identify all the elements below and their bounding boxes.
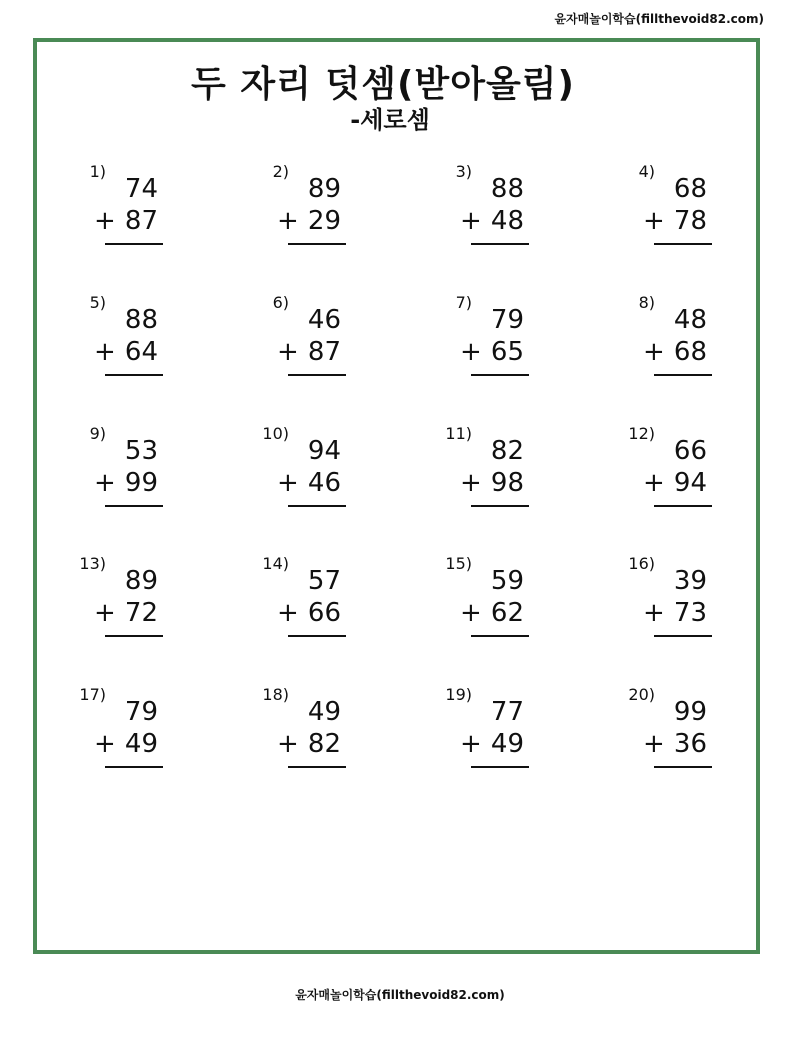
bottom-addend: 82 [307, 729, 341, 759]
bottom-addend: 94 [673, 468, 707, 498]
problem-15 [416, 554, 566, 674]
problem-number: 13) [79, 554, 106, 573]
problem-4 [599, 162, 749, 282]
problem-number: 14) [262, 554, 289, 573]
top-addend: 89 [124, 566, 158, 596]
problem-18 [233, 685, 383, 805]
bottom-addend: 29 [307, 206, 341, 236]
bottom-addend: 64 [124, 337, 158, 367]
top-addend: 48 [673, 305, 707, 335]
answer-line [471, 505, 529, 507]
plus-sign: + [94, 468, 116, 498]
answer-line [654, 374, 712, 376]
plus-sign: + [460, 729, 482, 759]
problem-6 [233, 293, 383, 413]
problem-10 [233, 424, 383, 544]
answer-line [288, 635, 346, 637]
top-addend: 79 [124, 697, 158, 727]
answer-line [654, 243, 712, 245]
top-addend: 77 [490, 697, 524, 727]
plus-sign: + [94, 598, 116, 628]
top-addend: 82 [490, 436, 524, 466]
problem-number: 17) [79, 685, 106, 704]
plus-sign: + [94, 206, 116, 236]
plus-sign: + [94, 337, 116, 367]
top-addend: 46 [307, 305, 341, 335]
plus-sign: + [277, 598, 299, 628]
plus-sign: + [277, 729, 299, 759]
problem-17 [50, 685, 200, 805]
answer-line [654, 766, 712, 768]
plus-sign: + [277, 468, 299, 498]
problem-number: 7) [455, 293, 472, 312]
answer-line [654, 505, 712, 507]
bottom-addend: 46 [307, 468, 341, 498]
answer-line [471, 766, 529, 768]
answer-line [105, 505, 163, 507]
plus-sign: + [460, 468, 482, 498]
worksheet-subtitle: -세로셈 [350, 106, 430, 134]
top-addend: 53 [124, 436, 158, 466]
problem-number: 1) [89, 162, 106, 181]
answer-line [105, 635, 163, 637]
bottom-addend: 99 [124, 468, 158, 498]
top-addend: 79 [490, 305, 524, 335]
plus-sign: + [94, 729, 116, 759]
problem-number: 4) [638, 162, 655, 181]
bottom-addend: 72 [124, 598, 158, 628]
problem-number: 10) [262, 424, 289, 443]
problem-number: 5) [89, 293, 106, 312]
top-addend: 66 [673, 436, 707, 466]
problem-19 [416, 685, 566, 805]
bottom-addend: 68 [673, 337, 707, 367]
problem-2 [233, 162, 383, 282]
answer-line [471, 374, 529, 376]
answer-line [288, 766, 346, 768]
problem-13 [50, 554, 200, 674]
bottom-addend: 78 [673, 206, 707, 236]
problem-number: 18) [262, 685, 289, 704]
top-addend: 99 [673, 697, 707, 727]
plus-sign: + [460, 206, 482, 236]
plus-sign: + [460, 337, 482, 367]
plus-sign: + [460, 598, 482, 628]
problem-number: 3) [455, 162, 472, 181]
problem-12 [599, 424, 749, 544]
answer-line [105, 766, 163, 768]
problem-number: 15) [445, 554, 472, 573]
top-addend: 49 [307, 697, 341, 727]
top-addend: 74 [124, 174, 158, 204]
bottom-addend: 98 [490, 468, 524, 498]
plus-sign: + [643, 206, 665, 236]
problem-number: 6) [272, 293, 289, 312]
answer-line [105, 243, 163, 245]
top-addend: 89 [307, 174, 341, 204]
bottom-addend: 65 [490, 337, 524, 367]
top-addend: 39 [673, 566, 707, 596]
problem-14 [233, 554, 383, 674]
bottom-addend: 36 [673, 729, 707, 759]
answer-line [471, 243, 529, 245]
problem-7 [416, 293, 566, 413]
bottom-addend: 73 [673, 598, 707, 628]
problem-number: 11) [445, 424, 472, 443]
plus-sign: + [277, 206, 299, 236]
top-addend: 57 [307, 566, 341, 596]
bottom-addend: 62 [490, 598, 524, 628]
site-label-bottom: 윤자매놀이학습(fillthevoid82.com) [295, 988, 505, 1002]
bottom-addend: 48 [490, 206, 524, 236]
bottom-addend: 49 [124, 729, 158, 759]
problem-number: 2) [272, 162, 289, 181]
problem-number: 8) [638, 293, 655, 312]
bottom-addend: 87 [307, 337, 341, 367]
plus-sign: + [643, 729, 665, 759]
answer-line [654, 635, 712, 637]
answer-line [471, 635, 529, 637]
problem-9 [50, 424, 200, 544]
problem-3 [416, 162, 566, 282]
top-addend: 94 [307, 436, 341, 466]
bottom-addend: 87 [124, 206, 158, 236]
problem-number: 9) [89, 424, 106, 443]
top-addend: 88 [490, 174, 524, 204]
problem-number: 12) [628, 424, 655, 443]
plus-sign: + [643, 598, 665, 628]
problem-16 [599, 554, 749, 674]
top-addend: 68 [673, 174, 707, 204]
site-label-top: 윤자매놀이학습(fillthevoid82.com) [554, 12, 764, 26]
plus-sign: + [643, 337, 665, 367]
answer-line [288, 243, 346, 245]
answer-line [288, 374, 346, 376]
worksheet-title: 두 자리 덧셈(받아올림) [191, 64, 575, 105]
top-addend: 59 [490, 566, 524, 596]
problem-number: 16) [628, 554, 655, 573]
plus-sign: + [277, 337, 299, 367]
problem-number: 19) [445, 685, 472, 704]
problem-number: 20) [628, 685, 655, 704]
answer-line [288, 505, 346, 507]
problem-20 [599, 685, 749, 805]
bottom-addend: 66 [307, 598, 341, 628]
answer-line [105, 374, 163, 376]
top-addend: 88 [124, 305, 158, 335]
plus-sign: + [643, 468, 665, 498]
problem-11 [416, 424, 566, 544]
problem-5 [50, 293, 200, 413]
problem-8 [599, 293, 749, 413]
bottom-addend: 49 [490, 729, 524, 759]
problem-1 [50, 162, 200, 282]
